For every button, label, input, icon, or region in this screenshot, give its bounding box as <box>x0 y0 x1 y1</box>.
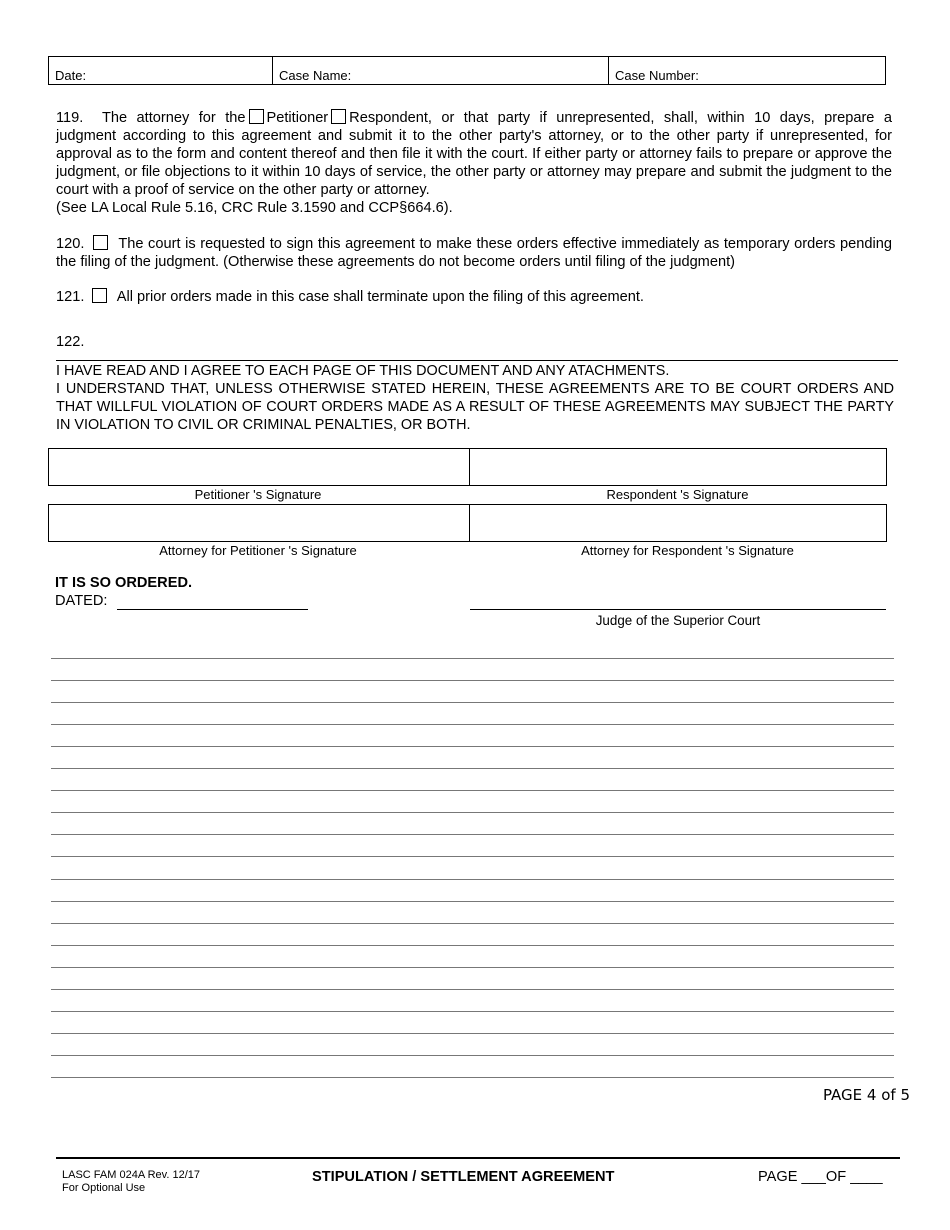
dated-label: DATED: <box>55 593 108 609</box>
note-line <box>51 945 894 946</box>
note-line <box>51 1077 894 1078</box>
note-line <box>51 812 894 813</box>
case-name-field[interactable] <box>273 57 609 84</box>
footer-form-info <box>62 1169 200 1195</box>
terminate-orders-checkbox[interactable] <box>92 288 107 303</box>
item-121 <box>56 288 892 306</box>
note-line <box>51 724 894 725</box>
temporary-orders-checkbox[interactable] <box>93 235 108 250</box>
item-120-number: 120. <box>56 236 85 252</box>
note-line <box>51 1055 894 1056</box>
item-119-body: judgment according to this agreement and submit it to the other party's attorney, or to the other party if unrepresented, for approval as to the form and content thereof and then file it with the court. If either party or attorney fails to prepare or approve the judgment, or file objections to it within 10 days of service, the other party or attorney may prepare and submit the judgment to the court with a proof of service on the other party or attorney. <box>56 128 892 198</box>
page-marker: PAGE 4 of 5 <box>822 1086 910 1104</box>
footer-title: STIPULATION / SETTLEMENT AGREEMENT <box>312 1169 615 1185</box>
petitioner-checkbox[interactable] <box>249 109 264 124</box>
respondent-signature-box[interactable] <box>470 449 886 485</box>
item-121-text: All prior orders made in this case shall terminate upon the filing of this agreement. <box>116 289 644 305</box>
item-119-number: 119. <box>56 110 84 126</box>
case-number-label: Case Number: <box>615 68 699 83</box>
item-120-text: The court is requested to sign this agreement to make these orders effective immediately as temporary orders pending the filing of the judgment. (Otherwise these agreements do not become orders until filing of the judgment) <box>56 236 892 270</box>
note-line <box>51 856 894 857</box>
acknowledgement-line2: I UNDERSTAND THAT, UNLESS OTHERWISE STATED HEREIN, THESE AGREEMENTS ARE TO BE COURT ORDERS AND THAT WILLFUL VIOLATION OF COURT ORDERS MADE AS A RESULT OF THESE AGREEMENTS MAY SUBJECT THE PARTY IN VIOLATION TO CIVIL OR CRIMINAL PENALTIES, OR BOTH. <box>56 381 894 433</box>
note-line <box>51 967 894 968</box>
item-119-note: (See LA Local Rule 5.16, CRC Rule 3.1590 and CCP§664.6). <box>56 200 453 216</box>
form-id: LASC FAM 024A Rev. 12/17 <box>62 1169 200 1181</box>
respondent-signature-label: Respondent 's Signature <box>606 487 749 502</box>
date-label: Date: <box>55 68 87 83</box>
attorney-signature-row <box>48 504 887 542</box>
dated-line[interactable] <box>117 609 308 610</box>
atty-respondent-signature-label: Attorney for Respondent 's Signature <box>581 543 794 558</box>
petitioner-signature-label: Petitioner 's Signature <box>194 487 322 502</box>
note-line <box>51 790 894 791</box>
footer-page-blank: PAGE ___OF ____ <box>758 1169 883 1185</box>
item-122-number: 122. <box>56 334 85 350</box>
judge-signature-line[interactable] <box>470 609 886 610</box>
footer-divider <box>56 1157 900 1159</box>
item-122 <box>56 333 892 351</box>
order-heading: IT IS SO ORDERED. <box>55 575 193 591</box>
note-line <box>51 680 894 681</box>
case-number-field[interactable] <box>609 57 885 84</box>
item-121-number: 121. <box>56 289 85 305</box>
judge-label: Judge of the Superior Court <box>595 613 761 628</box>
note-line <box>51 989 894 990</box>
item-119 <box>56 109 892 217</box>
item-120 <box>56 235 892 271</box>
atty-petitioner-signature-label: Attorney for Petitioner 's Signature <box>159 543 357 558</box>
item-119-rest: Respondent, or that party if unrepresented, shall, within 10 days, prepare a <box>349 110 892 126</box>
party-signature-row <box>48 448 887 486</box>
item-119-lead: The attorney for the <box>101 110 246 126</box>
petitioner-signature-box[interactable] <box>49 449 470 485</box>
atty-petitioner-signature-box[interactable] <box>49 505 470 541</box>
respondent-checkbox[interactable] <box>331 109 346 124</box>
note-line <box>51 1011 894 1012</box>
case-header-box <box>48 56 886 85</box>
atty-respondent-signature-box[interactable] <box>470 505 886 541</box>
case-name-label: Case Name: <box>279 68 352 83</box>
note-line <box>51 658 894 659</box>
acknowledgement-line1: I HAVE READ AND I AGREE TO EACH PAGE OF THIS DOCUMENT AND ANY ATACHMENTS. <box>56 363 670 379</box>
petitioner-label: Petitioner <box>266 110 329 126</box>
optional-use: For Optional Use <box>62 1182 146 1194</box>
note-line <box>51 1033 894 1034</box>
acknowledgement <box>56 362 894 434</box>
note-line <box>51 768 894 769</box>
note-line <box>51 879 894 880</box>
acknowledgement-divider <box>56 360 898 361</box>
note-line <box>51 834 894 835</box>
date-field[interactable] <box>49 57 273 84</box>
note-line <box>51 923 894 924</box>
note-line <box>51 702 894 703</box>
note-line <box>51 901 894 902</box>
note-line <box>51 746 894 747</box>
